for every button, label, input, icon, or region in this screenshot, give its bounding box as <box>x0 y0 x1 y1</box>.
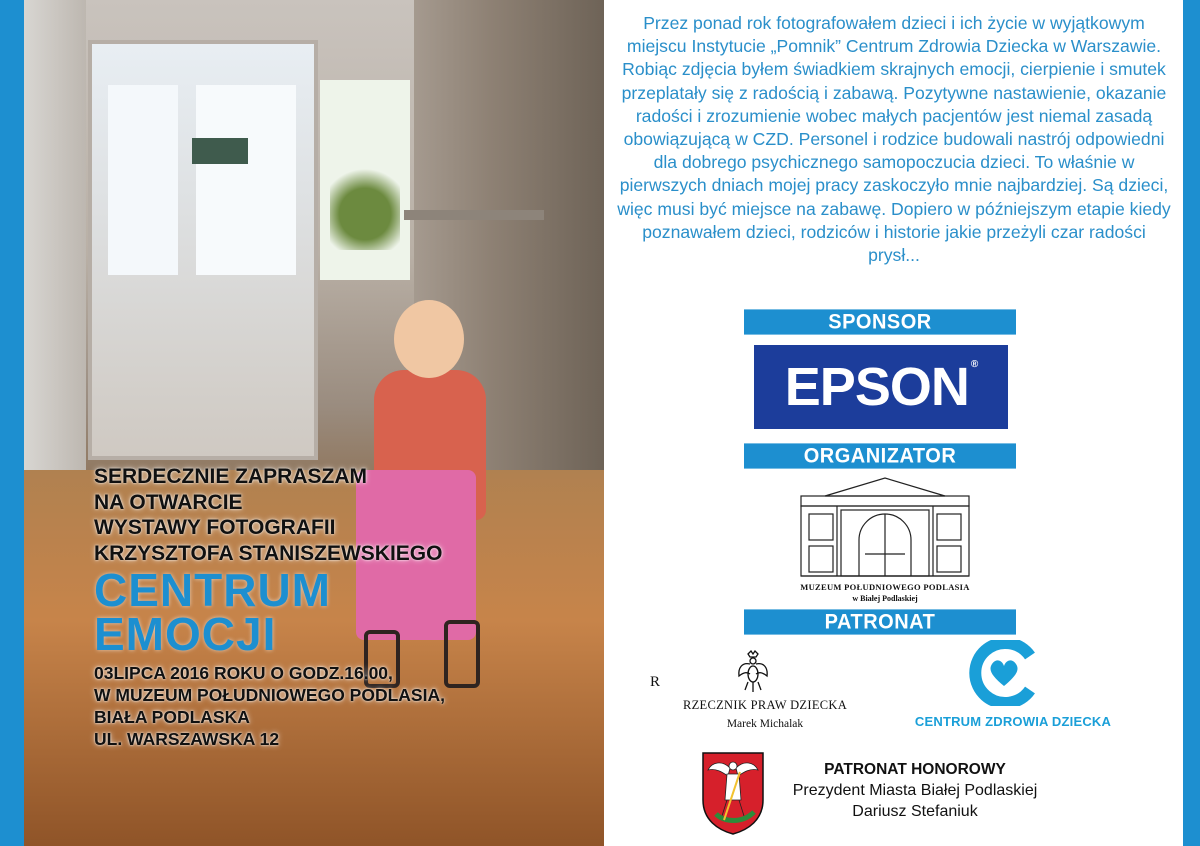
rzecznik-initial: R <box>650 674 661 690</box>
rzecznik-title: RZECZNIK PRAW DZIECKA <box>682 698 848 712</box>
exhibition-description <box>614 12 1174 267</box>
left-blue-border <box>0 0 24 846</box>
exhibition-title-line: CENTRUM <box>94 564 331 616</box>
biala-podlaska-coat-of-arms-icon <box>700 750 766 836</box>
czd-heart-c-icon <box>964 640 1044 706</box>
epson-logo-text: EPSON <box>784 357 969 417</box>
exhibition-title <box>94 564 594 660</box>
event-detail-line: UL. WARSZAWSKA 12 <box>94 729 280 749</box>
rzecznik-person: Marek Michalak <box>726 718 804 730</box>
description-paragraph: Przez ponad rok fotografowałem dzieci i ich życie w wyjątkowym miejscu Instytucie „Pomnik” Centrum Zdrowia Dziecka w Warszawie. Robiąc zdjęcia byłem świadkiem skrajnych emocji, cierpienie i smutek przeplatały się z radością i zabawą. Pozytywne nastawienie, okazanie radości i zrozumienie wobec małych pacjentów jest niemal zasadą obowiązującą w CZD. Personel i rodzice budowali nastrój odpowiedni dla dobrego psychicznego samopoczucia dzieci. To właśnie w pierwszych dniach mojej pracy zaskoczyło mnie najbardziej. Są dzieci, więc musi być miejsce na zabawę. Dopiero w późniejszym etapie kiedy poznawałem dzieci, rodziców i historie jakie przeżyli czar radości prysł... <box>617 13 1171 266</box>
museum-logo <box>790 474 970 602</box>
czd-label: CENTRUM ZDROWIA DZIECKA <box>914 714 1112 729</box>
event-detail-line: 03LIPCA 2016 ROKU O GODZ.16.00, <box>94 663 393 683</box>
rzecznik-logo <box>650 650 860 740</box>
organizer-heading: ORGANIZATOR <box>744 443 1016 468</box>
epson-logo <box>754 345 1008 429</box>
invitation-line: NA OTWARCIE <box>94 490 243 514</box>
invitation-line: SERDECZNIE ZAPRASZAM <box>94 465 368 488</box>
event-detail-line: BIAŁA PODLASKA <box>94 707 250 727</box>
honorary-line-2: Dariusz Stefaniuk <box>852 803 978 820</box>
honorary-line-1: Prezydent Miasta Białej Podlaskiej <box>792 782 1038 799</box>
sponsor-heading: SPONSOR <box>744 309 1016 334</box>
exhibition-title-line: EMOCJI <box>94 608 277 660</box>
invitation-text <box>94 464 594 566</box>
right-blue-border <box>1183 0 1200 846</box>
museum-name: MUZEUM POŁUDNIOWEGO PODLASIA <box>800 582 970 592</box>
registered-mark: ® <box>970 359 978 370</box>
museum-city: w Białej Podlaskiej <box>852 594 918 603</box>
event-details <box>94 662 594 750</box>
honorary-patronage <box>770 760 1060 822</box>
invitation-block <box>94 464 594 750</box>
honorary-heading: PATRONAT HONOROWY <box>824 761 1006 778</box>
invitation-line: KRZYSZTOFA STANISZEWSKIEGO <box>94 541 443 565</box>
czd-logo <box>910 636 1120 736</box>
invitation-line: WYSTAWY FOTOGRAFII <box>94 516 336 539</box>
eagle-emblem-icon <box>736 650 770 694</box>
museum-building-icon <box>795 474 975 578</box>
patronage-heading: PATRONAT <box>744 609 1016 634</box>
event-detail-line: W MUZEUM POŁUDNIOWEGO PODLASIA, <box>94 685 445 705</box>
